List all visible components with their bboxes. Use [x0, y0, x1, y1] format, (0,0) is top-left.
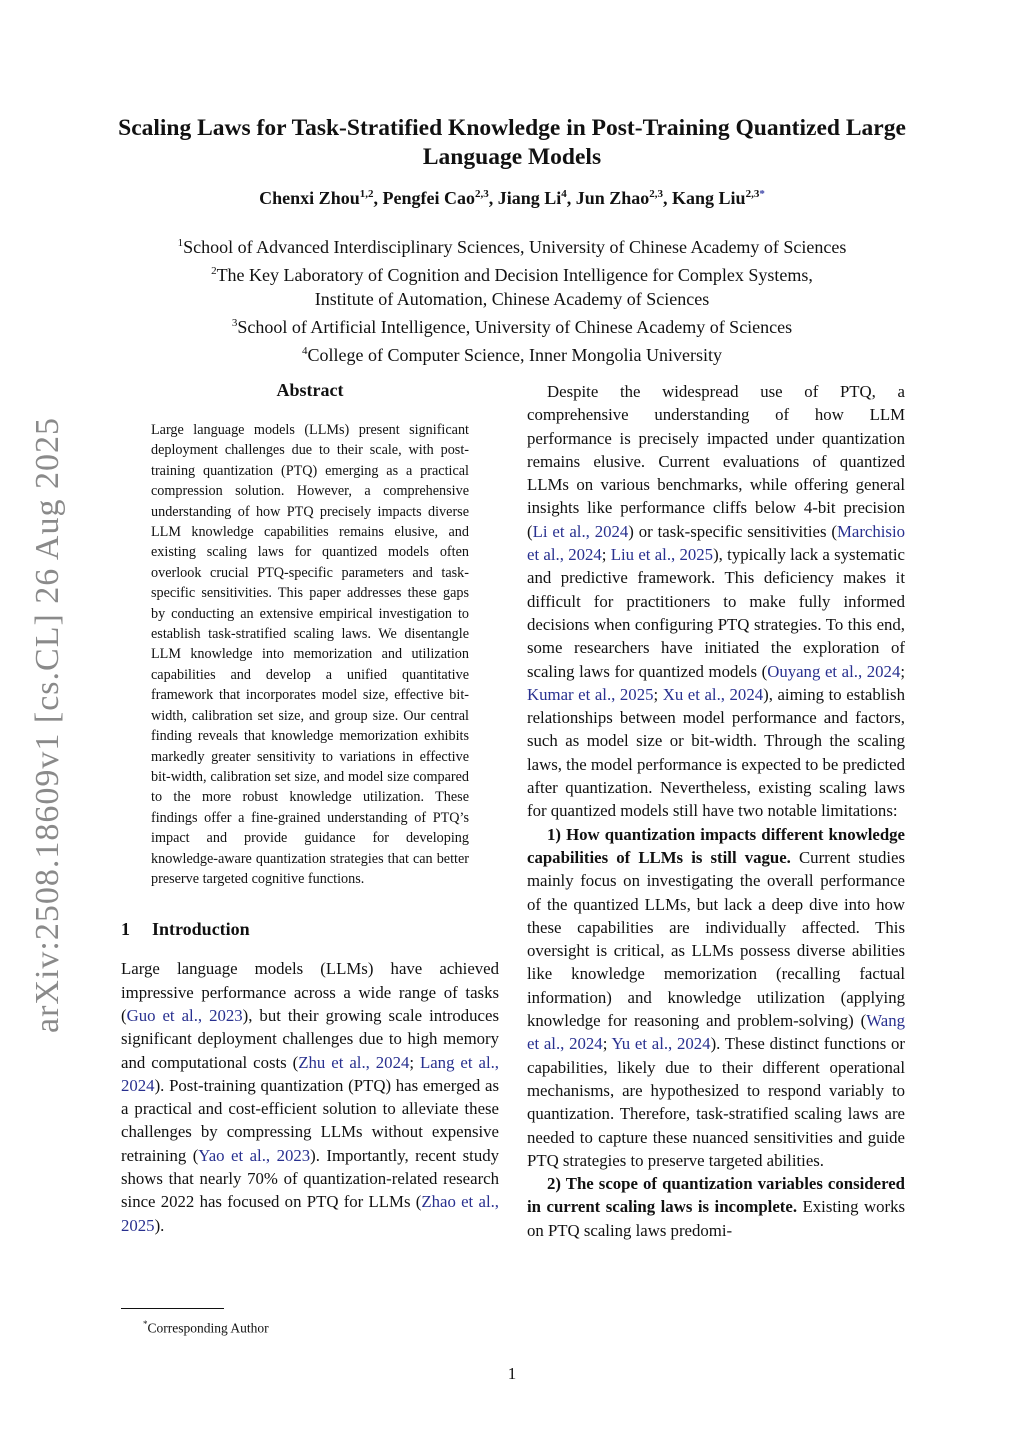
- affiliation-text: College of Computer Science, Inner Mongolia University: [307, 345, 722, 365]
- affiliation-line: [80, 259, 944, 287]
- right-column: [527, 380, 905, 1242]
- text-run: Large language models (LLMs) have achieved impressive performance across a wide range of tasks (: [121, 959, 499, 1025]
- affiliation-number: 2: [211, 265, 217, 277]
- footnote-mark: *: [143, 1319, 148, 1329]
- bold-statement: 1) How quantization impacts different knowledge capabilities of LLMs is still vague.: [527, 824, 905, 867]
- citation-link[interactable]: Guo et al., 2023: [126, 1005, 243, 1025]
- citation-link[interactable]: Kumar et al., 2025: [527, 684, 654, 704]
- affiliation-list: [80, 231, 944, 367]
- text-run: ) or task-specific sensitivities (: [628, 521, 837, 541]
- affiliation-line: [80, 339, 944, 367]
- author-affiliation-mark: 1,2: [359, 188, 374, 200]
- citation-link[interactable]: Ouyang et al., 2024: [767, 661, 901, 681]
- intro-paragraph-1: [121, 957, 499, 1237]
- author-affiliation-mark: 2,3: [649, 188, 664, 200]
- text-run: ;: [900, 661, 906, 681]
- affiliation-text: School of Artificial Intelligence, University of Chinese Academy of Sciences: [237, 317, 793, 337]
- author-list: Chenxi Zhou$^{1,2}$, Pengfei Cao$^{2,3}$, Jiang Li$^4$, Jun Zhao$^{2,3}$, Kang Liu$^{2,3*}$: [259, 188, 765, 208]
- citation-link[interactable]: Li et al., 2024: [532, 521, 629, 541]
- author-name: Jiang Li: [497, 188, 562, 208]
- section-title: Introduction: [152, 919, 250, 940]
- affiliation-text: School of Advanced Interdisciplinary Sciences, University of Chinese Academy of Sciences: [183, 237, 847, 257]
- affiliation-line: [80, 311, 944, 339]
- arxiv-id: arXiv:2508.18609v1 [cs.CL] 26 Aug 2025: [29, 417, 66, 1033]
- text-run: ;: [409, 1052, 420, 1072]
- text-run: Existing works on PTQ scaling laws predomi-: [527, 1197, 905, 1240]
- text-run: ), aiming to establish relationships between model performance and factors, such as model size or bit-width. Through the scaling laws, the model performance is expected to be predicted after quantization. Nevertheless, existing scaling laws for quantized models still have two notable limitations:: [527, 684, 905, 821]
- bold-statement: 2) The scope of quantization variables considered in current scaling laws is incomplete.: [527, 1174, 905, 1217]
- text-run: ).: [154, 1215, 165, 1235]
- text-run: Current studies mainly focus on investigating the overall performance of the quantized LLMs, but lack a deep dive into how these capabilities are individually affected. This oversight is critical, as LLMs possess diverse abilities like knowledge memorization (recalling factual information) and knowledge utilization (applying knowledge for reasoning and problem-solving) (: [527, 847, 905, 1031]
- affiliation-number: 1: [177, 237, 184, 249]
- intro-paragraph-2: [527, 380, 905, 823]
- text-run: ). These distinct functions or capabilities, likely due to their different operational mechanisms, are hypothesized to respond variably to quantization. Therefore, task-stratified scaling laws are needed to capture these nuanced sensitivities and guide PTQ strategies to preserve targeted abilities.: [527, 1034, 905, 1170]
- author-affiliation-mark: 2,3: [474, 188, 489, 200]
- author-name: Pengfei Cao: [382, 188, 475, 208]
- footnote-text: Corresponding Author: [147, 1320, 269, 1336]
- citation-link[interactable]: Marchisio et al., 2024: [527, 521, 905, 565]
- author-affiliation-mark: 2,3*: [745, 188, 765, 200]
- citation-link[interactable]: Yao et al., 2023: [198, 1145, 311, 1165]
- arxiv-stamp: [18, 417, 78, 1033]
- citation-link[interactable]: Yu et al., 2024: [611, 1034, 711, 1054]
- text-run: Despite the widespread use of PTQ, a comprehensive understanding of how LLM performance is precisely impacted under quantization remains elusive. Current evaluations of quantized LLMs on various benchmarks, while offering general insights like performance cliffs below 4-bit precision (: [527, 382, 905, 541]
- citation-link[interactable]: Zhu et al., 2024: [298, 1052, 410, 1072]
- page-number: 1: [507, 1364, 517, 1383]
- corresponding-mark: *: [759, 188, 765, 200]
- citation-link[interactable]: Wang et al., 2024: [527, 1011, 905, 1054]
- affiliation-number: 3: [231, 317, 238, 329]
- section-number: 1: [121, 919, 130, 940]
- author-name: Kang Liu: [672, 188, 746, 208]
- text-run: ;: [653, 684, 663, 704]
- abstract-text: Large language models (LLMs) present significant deployment challenges due to their scale, with post-training quantization (PTQ) emerging as a practical compression solution. However, a comprehensive understanding of how PTQ precisely impacts diverse LLM knowledge capabilities remains elusive, and existing scaling laws for quantized models often overlook crucial PTQ-specific parameters and task-specific sensitivities. This paper addresses these gaps by conducting an extensive empirical investigation to establish task-stratified scaling laws. We disentangle LLM knowledge into memorization and utilization capabilities and develop a unified quantitative framework that incorporates model size, effective bit-width, calibration set size, and group size. Our central finding reveals that knowledge memorization exhibits markedly greater sensitivity to variations in effective bit-width, calibration set size, and model size compared to the more robust knowledge utilization. These findings offer a fine-grained understanding of PTQ’s impact and provide guidance for developing knowledge-aware quantization strategies that can better preserve targeted cognitive functions.: [151, 422, 469, 887]
- author-affiliation-mark: 4: [561, 188, 567, 200]
- text-run: ). Post-training quantization (PTQ) has emerged as a practical and cost-efficient solution to alleviate these challenges by compressing LLMs without expensive retraining (: [121, 1075, 499, 1165]
- author-name: Jun Zhao: [575, 188, 650, 208]
- abstract-heading: Abstract: [276, 380, 344, 400]
- paper-title: Scaling Laws for Task-Stratified Knowledge in Post-Training Quantized Large Language Models: [118, 115, 906, 170]
- citation-link[interactable]: Xu et al., 2024: [662, 684, 764, 704]
- left-column: [121, 378, 499, 1237]
- intro-paragraph-4: [527, 1172, 905, 1242]
- affiliation-number: 4: [302, 345, 308, 357]
- text-run: ;: [601, 545, 611, 565]
- text-run: ), but their growing scale introduces significant deployment challenges due to high memory and computational costs (: [121, 1005, 499, 1072]
- citation-link[interactable]: Lang et al., 2024: [121, 1052, 499, 1095]
- citation-link[interactable]: Zhao et al., 2025: [121, 1192, 499, 1235]
- author-name: Chenxi Zhou: [259, 188, 360, 208]
- affiliation-line: [80, 231, 944, 259]
- section-heading-introduction: [121, 917, 499, 941]
- affiliation-line: [80, 287, 944, 311]
- text-run: ), typically lack a systematic and predictive framework. This deficiency makes it difficult for practitioners to make fully informed decisions when configuring PTQ strategies. To this end, some researchers have initiated the exploration of scaling laws for quantized models (: [527, 545, 905, 681]
- affiliation-text: The Key Laboratory of Cognition and Decision Intelligence for Complex Systems,: [216, 265, 813, 285]
- citation-link[interactable]: Liu et al., 2025: [610, 545, 714, 565]
- text-run: ). Importantly, recent study shows that nearly 70% of quantization-related research since 2022 has focused on PTQ for LLMs (: [121, 1145, 499, 1212]
- text-run: ;: [602, 1034, 612, 1054]
- intro-paragraph-3: [527, 823, 905, 1172]
- affiliation-text: Institute of Automation, Chinese Academy of Sciences: [314, 289, 710, 309]
- footnote-rule: [121, 1308, 224, 1309]
- footnote: [143, 1315, 269, 1338]
